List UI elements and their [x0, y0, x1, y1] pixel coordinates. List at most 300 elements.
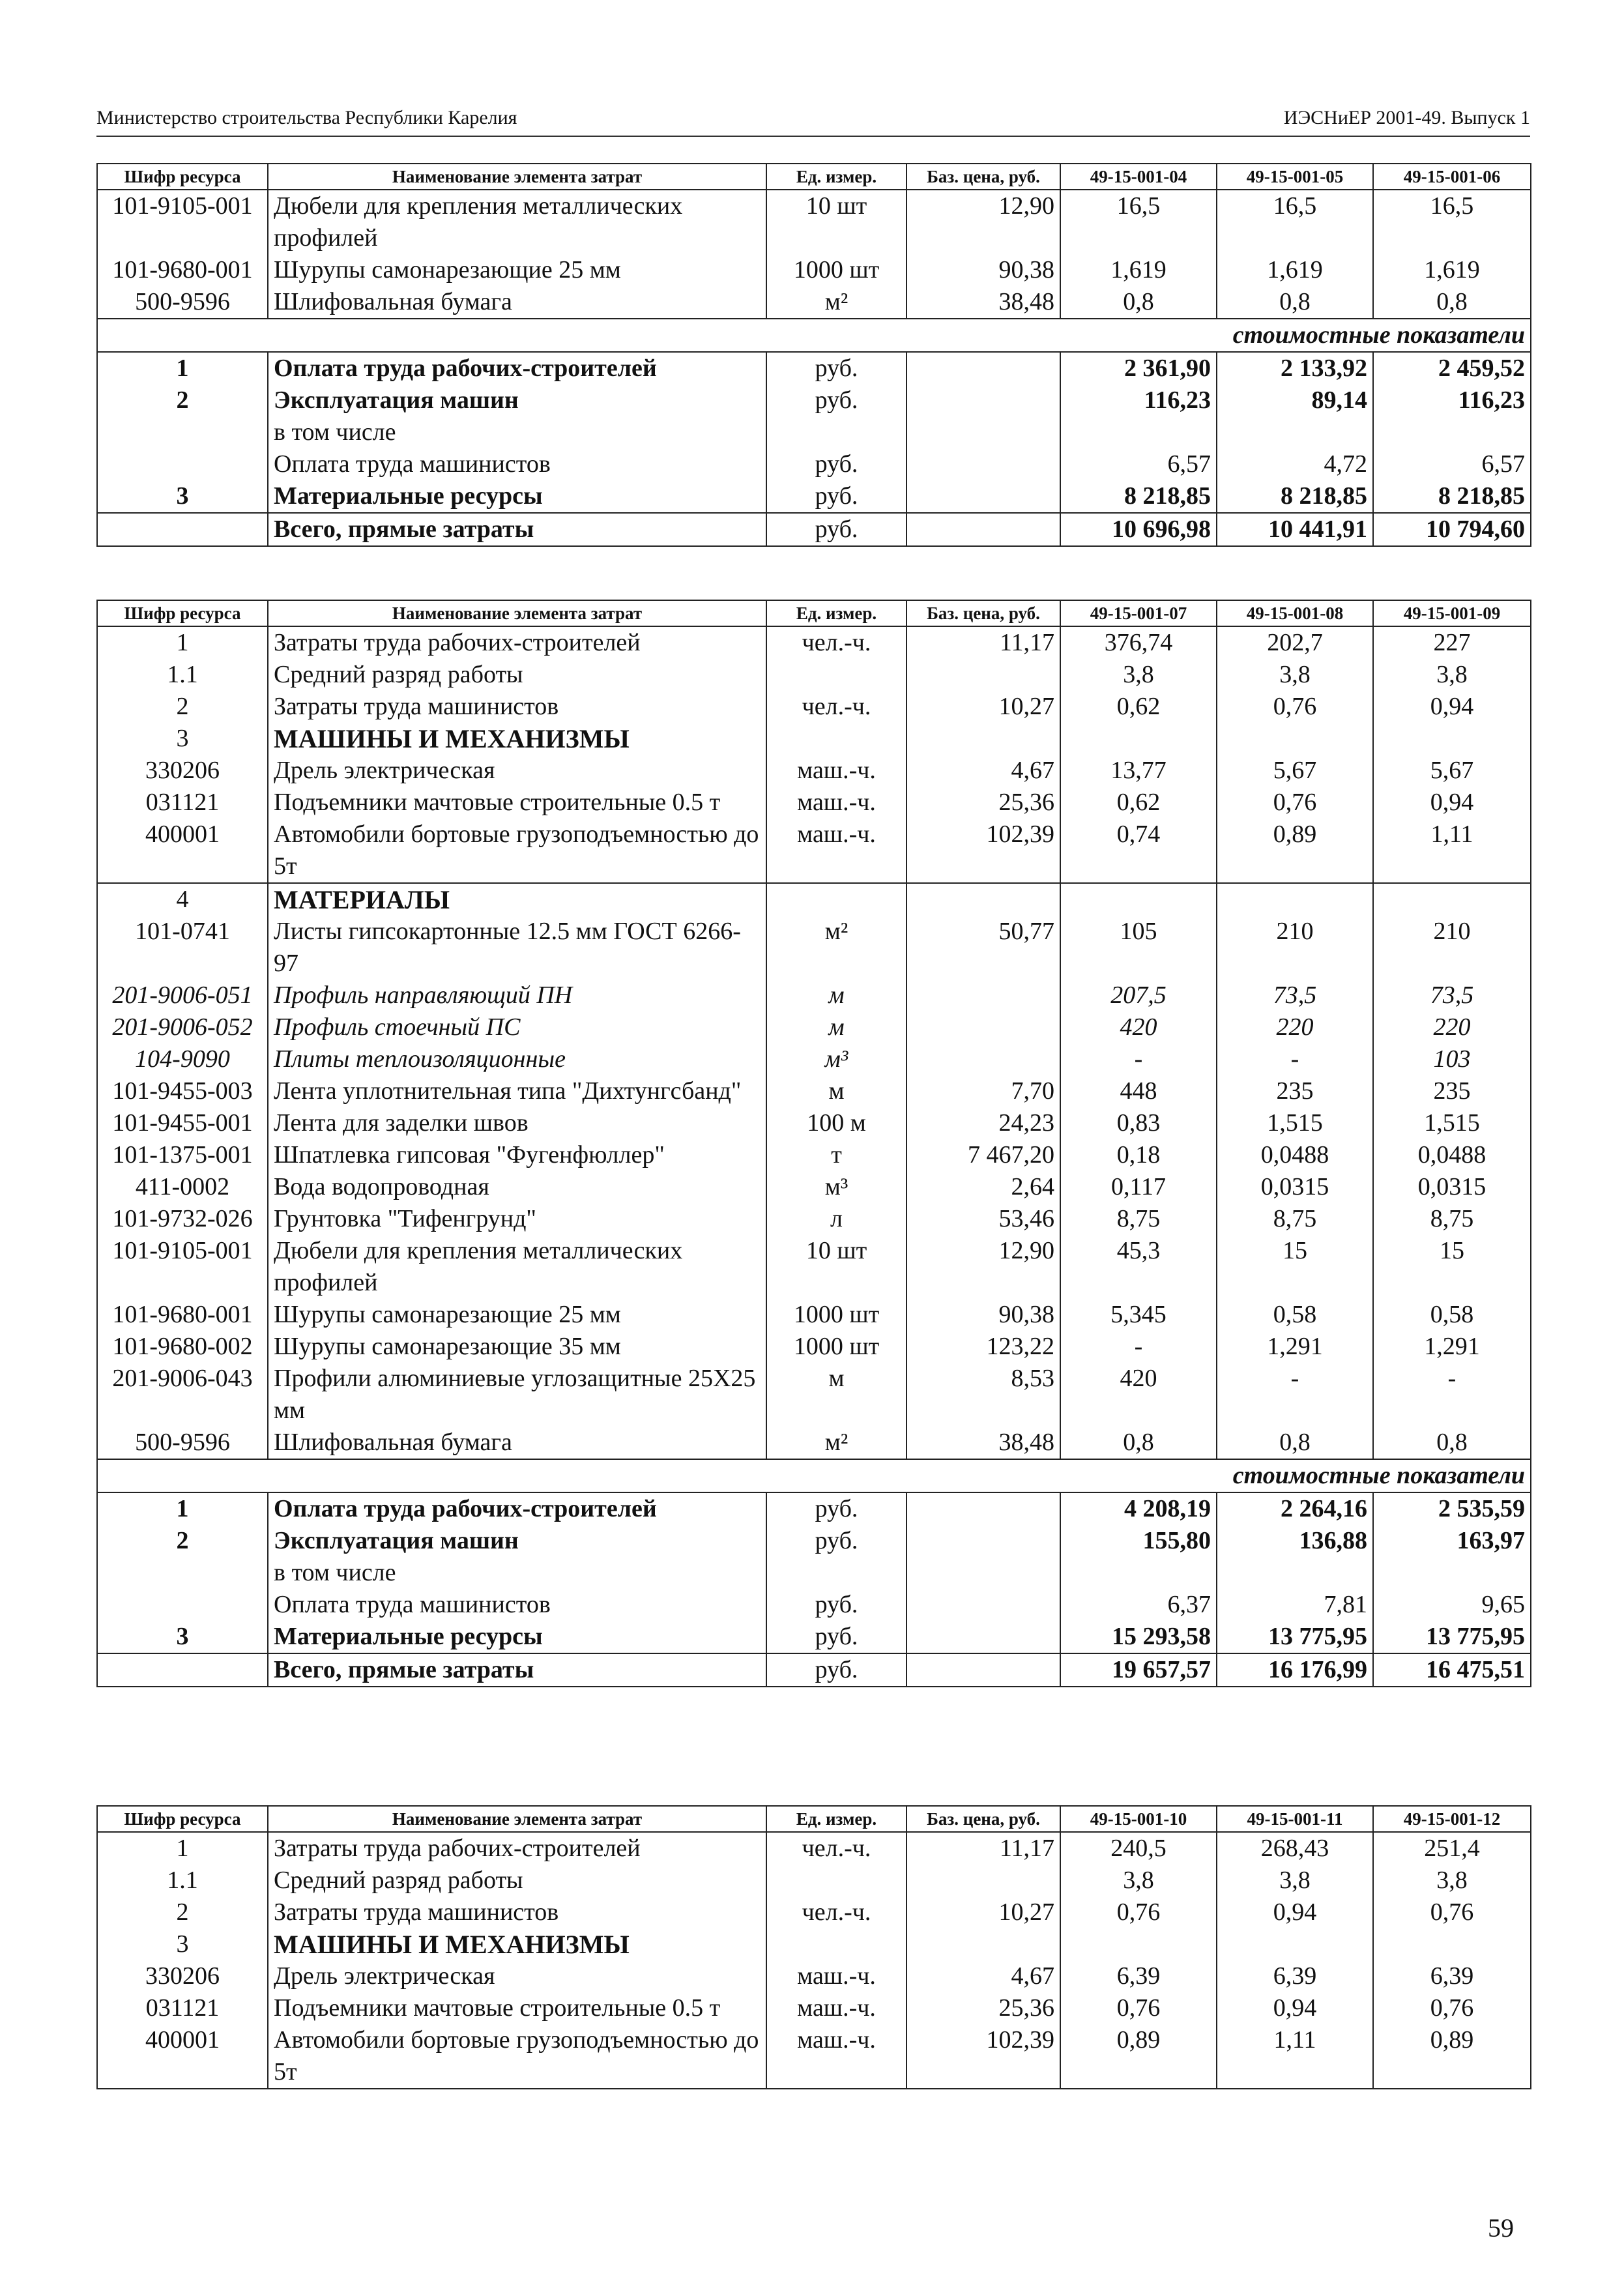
norm-value: 0,117 [1060, 1171, 1217, 1203]
total-unit: руб. [766, 1589, 906, 1621]
norm-value: 1,619 [1373, 254, 1531, 286]
norm-value: 105 [1060, 916, 1217, 980]
norm-value: 0,76 [1217, 787, 1373, 819]
section-row [97, 723, 1531, 755]
column-header: 49-15-001-06 [1373, 164, 1531, 190]
total-name: в том числе [268, 1557, 766, 1589]
column-header: 49-15-001-04 [1060, 164, 1217, 190]
table-row [97, 1299, 1531, 1331]
empty-cell [906, 1557, 1060, 1589]
base-price: 38,48 [906, 1427, 1060, 1459]
resource-name: Профиль направляющий ПН [268, 980, 766, 1011]
total-unit: руб. [766, 1525, 906, 1557]
total-value: 7,81 [1217, 1589, 1373, 1621]
empty-cell [906, 1589, 1060, 1621]
norm-value [1373, 1928, 1531, 1960]
total-name: Эксплуатация машин [268, 1525, 766, 1557]
column-header: 49-15-001-09 [1373, 600, 1531, 626]
total-value: 8 218,85 [1217, 480, 1373, 513]
resource-code: 330206 [97, 1960, 268, 1992]
cost-table-2 [96, 600, 1531, 1687]
norm-value: 1,291 [1217, 1331, 1373, 1363]
norm-value: 8,75 [1217, 1203, 1373, 1235]
norm-value: 0,8 [1373, 1427, 1531, 1459]
resource-code: 1.1 [97, 1865, 268, 1896]
column-header: Ед. измер. [766, 164, 906, 190]
unit: м [766, 1075, 906, 1107]
table-row [97, 1075, 1531, 1107]
total-value: 163,97 [1373, 1525, 1531, 1557]
column-header: Ед. измер. [766, 1806, 906, 1832]
table-row [97, 1427, 1531, 1459]
base-price: 11,17 [906, 1832, 1060, 1865]
header-ministry: Министерство строительства Республики Карелия [96, 107, 517, 128]
total-name: Оплата труда машинистов [268, 1589, 766, 1621]
empty-cell [906, 416, 1060, 448]
resource-name: Затраты труда рабочих-строителей [268, 626, 766, 659]
total-value: 8 218,85 [1060, 480, 1217, 513]
base-price [906, 883, 1060, 916]
norm-value [1060, 883, 1217, 916]
norm-value: 0,58 [1373, 1299, 1531, 1331]
norm-value: - [1217, 1043, 1373, 1075]
total-value: 4,72 [1217, 448, 1373, 480]
total-value: 13 775,95 [1373, 1621, 1531, 1653]
total-name: в том числе [268, 416, 766, 448]
norm-value: 0,76 [1060, 1896, 1217, 1928]
unit [766, 883, 906, 916]
page-header [96, 104, 1530, 137]
resource-code: 3 [97, 1928, 268, 1960]
resource-name: Профиль стоечный ПС [268, 1011, 766, 1043]
resource-name: Шлифовальная бумага [268, 1427, 766, 1459]
unit: м [766, 1363, 906, 1427]
unit: маш.-ч. [766, 1960, 906, 1992]
table-row [97, 1992, 1531, 2024]
norm-value: 0,76 [1373, 1992, 1531, 2024]
table-row [97, 1960, 1531, 1992]
resource-name: Шпатлевка гипсовая "Фугенфюллер" [268, 1139, 766, 1171]
column-header: 49-15-001-05 [1217, 164, 1373, 190]
base-price [906, 659, 1060, 691]
column-header: Баз. цена, руб. [906, 600, 1060, 626]
unit: чел.-ч. [766, 626, 906, 659]
total-value: 2 459,52 [1373, 352, 1531, 385]
norm-value: 210 [1373, 916, 1531, 980]
norm-value: 0,62 [1060, 787, 1217, 819]
resource-code: 101-9455-001 [97, 1107, 268, 1139]
total-code [97, 416, 268, 448]
norm-value: 0,0315 [1217, 1171, 1373, 1203]
base-price: 12,90 [906, 1235, 1060, 1299]
norm-value: 6,39 [1217, 1960, 1373, 1992]
cost-table-3 [96, 1805, 1531, 2089]
grand-total-row [97, 513, 1531, 546]
total-value: 116,23 [1060, 385, 1217, 416]
unit [766, 1865, 906, 1896]
base-price [906, 1043, 1060, 1075]
norm-value: 0,94 [1217, 1992, 1373, 2024]
total-name: Материальные ресурсы [268, 480, 766, 513]
unit: 10 шт [766, 190, 906, 254]
table-header-row [97, 164, 1531, 190]
table-row [97, 626, 1531, 659]
resource-name: Шурупы самонарезающие 35 мм [268, 1331, 766, 1363]
resource-code: 101-0741 [97, 916, 268, 980]
norm-value: 16,5 [1373, 190, 1531, 254]
base-price: 50,77 [906, 916, 1060, 980]
norm-value: 3,8 [1373, 659, 1531, 691]
resource-name: Подъемники мачтовые строительные 0.5 т [268, 1992, 766, 2024]
base-price: 53,46 [906, 1203, 1060, 1235]
unit: л [766, 1203, 906, 1235]
base-price: 25,36 [906, 787, 1060, 819]
resource-name: Профили алюминиевые углозащитные 25X25 мм [268, 1363, 766, 1427]
table-row [97, 254, 1531, 286]
column-header: Наименование элемента затрат [268, 1806, 766, 1832]
norm-value: 3,8 [1373, 1865, 1531, 1896]
total-name: Оплата труда рабочих-строителей [268, 352, 766, 385]
table-row [97, 1865, 1531, 1896]
table-row [97, 1832, 1531, 1865]
unit: м [766, 980, 906, 1011]
totals-row [97, 352, 1531, 385]
column-header: 49-15-001-07 [1060, 600, 1217, 626]
norm-value: 6,39 [1373, 1960, 1531, 1992]
resource-code: 400001 [97, 819, 268, 883]
norm-value: 220 [1217, 1011, 1373, 1043]
total-unit: руб. [766, 448, 906, 480]
norm-value: 420 [1060, 1363, 1217, 1427]
norm-value: 0,0315 [1373, 1171, 1531, 1203]
norm-value: 13,77 [1060, 755, 1217, 787]
resource-code: 031121 [97, 1992, 268, 2024]
total-value: 9,65 [1373, 1589, 1531, 1621]
base-price [906, 1011, 1060, 1043]
table-row [97, 1363, 1531, 1427]
norm-value: - [1217, 1363, 1373, 1427]
unit: т [766, 1139, 906, 1171]
table-row [97, 819, 1531, 883]
total-value: 15 293,58 [1060, 1621, 1217, 1653]
total-value [1373, 416, 1531, 448]
total-code: 3 [97, 1621, 268, 1653]
resource-code: 500-9596 [97, 1427, 268, 1459]
total-name: Всего, прямые затраты [268, 1653, 766, 1687]
norm-value: 0,76 [1217, 691, 1373, 723]
table-row [97, 2024, 1531, 2089]
resource-code: 101-9680-001 [97, 1299, 268, 1331]
norm-value [1373, 883, 1531, 916]
unit: маш.-ч. [766, 2024, 906, 2089]
table-header-row [97, 1806, 1531, 1832]
totals-row [97, 1525, 1531, 1557]
resource-code: 2 [97, 1896, 268, 1928]
empty-cell [906, 385, 1060, 416]
total-value: 136,88 [1217, 1525, 1373, 1557]
norm-value: 45,3 [1060, 1235, 1217, 1299]
total-code: 2 [97, 385, 268, 416]
unit [766, 1928, 906, 1960]
section-row [97, 1928, 1531, 1960]
total-unit: руб. [766, 513, 906, 546]
resource-name: Затраты труда машинистов [268, 691, 766, 723]
resource-code: 101-9455-003 [97, 1075, 268, 1107]
norm-value: 103 [1373, 1043, 1531, 1075]
norm-value: 3,8 [1060, 1865, 1217, 1896]
norm-value: 16,5 [1060, 190, 1217, 254]
table-row [97, 1896, 1531, 1928]
column-header: 49-15-001-08 [1217, 600, 1373, 626]
unit: м² [766, 916, 906, 980]
total-code [97, 1557, 268, 1589]
norm-value: 0,18 [1060, 1139, 1217, 1171]
base-price: 25,36 [906, 1992, 1060, 2024]
base-price: 12,90 [906, 190, 1060, 254]
section-title: МАШИНЫ И МЕХАНИЗМЫ [268, 1928, 766, 1960]
total-value: 13 775,95 [1217, 1621, 1373, 1653]
resource-name: Лента для заделки швов [268, 1107, 766, 1139]
total-value: 10 794,60 [1373, 513, 1531, 546]
base-price: 102,39 [906, 819, 1060, 883]
resource-code: 101-9105-001 [97, 1235, 268, 1299]
total-value: 16 176,99 [1217, 1653, 1373, 1687]
totals-row [97, 1557, 1531, 1589]
norm-value: - [1060, 1331, 1217, 1363]
base-price: 2,64 [906, 1171, 1060, 1203]
totals-row [97, 1621, 1531, 1653]
total-name: Эксплуатация машин [268, 385, 766, 416]
norm-value: 0,58 [1217, 1299, 1373, 1331]
norm-value: 268,43 [1217, 1832, 1373, 1865]
resource-code: 101-9680-001 [97, 254, 268, 286]
unit: маш.-ч. [766, 819, 906, 883]
table-row [97, 755, 1531, 787]
table-row [97, 787, 1531, 819]
norm-value: 0,89 [1217, 819, 1373, 883]
empty-cell [906, 448, 1060, 480]
total-value [1217, 1557, 1373, 1589]
norm-value: 0,76 [1060, 1992, 1217, 2024]
norm-value: 0,89 [1373, 2024, 1531, 2089]
unit: чел.-ч. [766, 691, 906, 723]
base-price [906, 1865, 1060, 1896]
totals-row [97, 385, 1531, 416]
section-title: МАШИНЫ И МЕХАНИЗМЫ [268, 723, 766, 755]
total-value: 2 361,90 [1060, 352, 1217, 385]
total-code: 1 [97, 1492, 268, 1525]
base-price: 10,27 [906, 691, 1060, 723]
norm-value: 1,619 [1217, 254, 1373, 286]
total-unit: руб. [766, 385, 906, 416]
header-document-code: ИЭСНиЕР 2001-49. Выпуск 1 [1283, 107, 1530, 128]
total-code [97, 513, 268, 546]
norm-value: 15 [1217, 1235, 1373, 1299]
empty-cell [906, 352, 1060, 385]
total-value: 6,37 [1060, 1589, 1217, 1621]
base-price: 102,39 [906, 2024, 1060, 2089]
norm-value [1217, 723, 1373, 755]
resource-code: 201-9006-051 [97, 980, 268, 1011]
resource-code: 4 [97, 883, 268, 916]
norm-value [1373, 723, 1531, 755]
unit: 1000 шт [766, 254, 906, 286]
resource-code: 1 [97, 1832, 268, 1865]
table-row [97, 1171, 1531, 1203]
totals-row [97, 480, 1531, 513]
column-header: Баз. цена, руб. [906, 1806, 1060, 1832]
cost-table-1 [96, 163, 1531, 547]
table-row [97, 1139, 1531, 1171]
norm-value: 1,11 [1217, 2024, 1373, 2089]
total-unit: руб. [766, 352, 906, 385]
resource-name: Автомобили бортовые грузоподъемностью до 5т [268, 819, 766, 883]
column-header: Шифр ресурса [97, 164, 268, 190]
total-value: 16 475,51 [1373, 1653, 1531, 1687]
norm-value: 3,8 [1060, 659, 1217, 691]
resource-code: 201-9006-043 [97, 1363, 268, 1427]
resource-name: Шурупы самонарезающие 25 мм [268, 1299, 766, 1331]
table-header-row [97, 600, 1531, 626]
column-header: Ед. измер. [766, 600, 906, 626]
base-price: 7,70 [906, 1075, 1060, 1107]
table-row [97, 1107, 1531, 1139]
norm-value: 0,0488 [1217, 1139, 1373, 1171]
norm-value: 3,8 [1217, 1865, 1373, 1896]
total-code: 1 [97, 352, 268, 385]
norm-value [1217, 883, 1373, 916]
column-header: Шифр ресурса [97, 1806, 268, 1832]
base-price: 4,67 [906, 1960, 1060, 1992]
base-price: 90,38 [906, 254, 1060, 286]
norm-value: 73,5 [1373, 980, 1531, 1011]
resource-name: Шлифовальная бумага [268, 286, 766, 319]
norm-value: 1,619 [1060, 254, 1217, 286]
resource-name: Плиты теплоизоляционные [268, 1043, 766, 1075]
norm-value: 5,67 [1373, 755, 1531, 787]
norm-value: 202,7 [1217, 626, 1373, 659]
unit: маш.-ч. [766, 755, 906, 787]
totals-row [97, 416, 1531, 448]
total-value [1060, 416, 1217, 448]
resource-code: 101-9105-001 [97, 190, 268, 254]
resource-code: 101-9732-026 [97, 1203, 268, 1235]
norm-value: 0,94 [1217, 1896, 1373, 1928]
total-code [97, 1653, 268, 1687]
norm-value: 8,75 [1373, 1203, 1531, 1235]
column-header: Наименование элемента затрат [268, 600, 766, 626]
resource-code: 101-1375-001 [97, 1139, 268, 1171]
norm-value: 220 [1373, 1011, 1531, 1043]
unit: м³ [766, 1043, 906, 1075]
total-value: 6,57 [1060, 448, 1217, 480]
table-row [97, 190, 1531, 254]
empty-cell [906, 480, 1060, 513]
total-name: Материальные ресурсы [268, 1621, 766, 1653]
total-name: Оплата труда рабочих-строителей [268, 1492, 766, 1525]
table-row [97, 1331, 1531, 1363]
base-price: 123,22 [906, 1331, 1060, 1363]
cost-indicators-caption-row [97, 1459, 1531, 1492]
norm-value: 5,67 [1217, 755, 1373, 787]
total-value: 116,23 [1373, 385, 1531, 416]
unit: м [766, 1011, 906, 1043]
column-header: 49-15-001-10 [1060, 1806, 1217, 1832]
resource-code: 1 [97, 626, 268, 659]
unit: 10 шт [766, 1235, 906, 1299]
column-header: 49-15-001-12 [1373, 1806, 1531, 1832]
total-unit [766, 1557, 906, 1589]
resource-code: 330206 [97, 755, 268, 787]
norm-value: 0,8 [1060, 1427, 1217, 1459]
resource-name: Грунтовка "Тифенгрунд" [268, 1203, 766, 1235]
unit: м² [766, 286, 906, 319]
resource-code: 411-0002 [97, 1171, 268, 1203]
norm-value: 207,5 [1060, 980, 1217, 1011]
table-row [97, 916, 1531, 980]
resource-name: Затраты труда рабочих-строителей [268, 1832, 766, 1865]
norm-value: 6,39 [1060, 1960, 1217, 1992]
total-unit: руб. [766, 1653, 906, 1687]
base-price [906, 723, 1060, 755]
empty-cell [906, 1492, 1060, 1525]
table-row [97, 1203, 1531, 1235]
total-code: 3 [97, 480, 268, 513]
total-value: 8 218,85 [1373, 480, 1531, 513]
norm-value: 210 [1217, 916, 1373, 980]
total-value: 2 133,92 [1217, 352, 1373, 385]
unit: 1000 шт [766, 1299, 906, 1331]
column-header: Наименование элемента затрат [268, 164, 766, 190]
resource-name: Автомобили бортовые грузоподъемностью до 5т [268, 2024, 766, 2089]
norm-value: 448 [1060, 1075, 1217, 1107]
norm-value: 0,94 [1373, 787, 1531, 819]
total-value: 10 441,91 [1217, 513, 1373, 546]
unit: 1000 шт [766, 1331, 906, 1363]
norm-value: 376,74 [1060, 626, 1217, 659]
resource-code: 104-9090 [97, 1043, 268, 1075]
base-price: 10,27 [906, 1896, 1060, 1928]
norm-value: 0,83 [1060, 1107, 1217, 1139]
grand-total-row [97, 1653, 1531, 1687]
totals-row [97, 1589, 1531, 1621]
total-value [1060, 1557, 1217, 1589]
resource-name: Дрель электрическая [268, 1960, 766, 1992]
cost-indicators-caption: стоимостные показатели [97, 319, 1531, 352]
norm-value: 235 [1217, 1075, 1373, 1107]
norm-value: 1,515 [1217, 1107, 1373, 1139]
norm-value: 0,8 [1217, 286, 1373, 319]
unit: м² [766, 1427, 906, 1459]
norm-value: 0,8 [1217, 1427, 1373, 1459]
total-name: Оплата труда машинистов [268, 448, 766, 480]
unit [766, 659, 906, 691]
norm-value: 0,89 [1060, 2024, 1217, 2089]
resource-name: Средний разряд работы [268, 1865, 766, 1896]
total-name: Всего, прямые затраты [268, 513, 766, 546]
norm-value: 240,5 [1060, 1832, 1217, 1865]
column-header: Баз. цена, руб. [906, 164, 1060, 190]
resource-name: Дрель электрическая [268, 755, 766, 787]
norm-value: 0,8 [1060, 286, 1217, 319]
resource-code: 400001 [97, 2024, 268, 2089]
cost-indicators-caption: стоимостные показатели [97, 1459, 1531, 1492]
total-code [97, 1589, 268, 1621]
resource-name: Дюбели для крепления металлических профилей [268, 190, 766, 254]
unit [766, 723, 906, 755]
resource-code: 2 [97, 691, 268, 723]
table-row [97, 691, 1531, 723]
